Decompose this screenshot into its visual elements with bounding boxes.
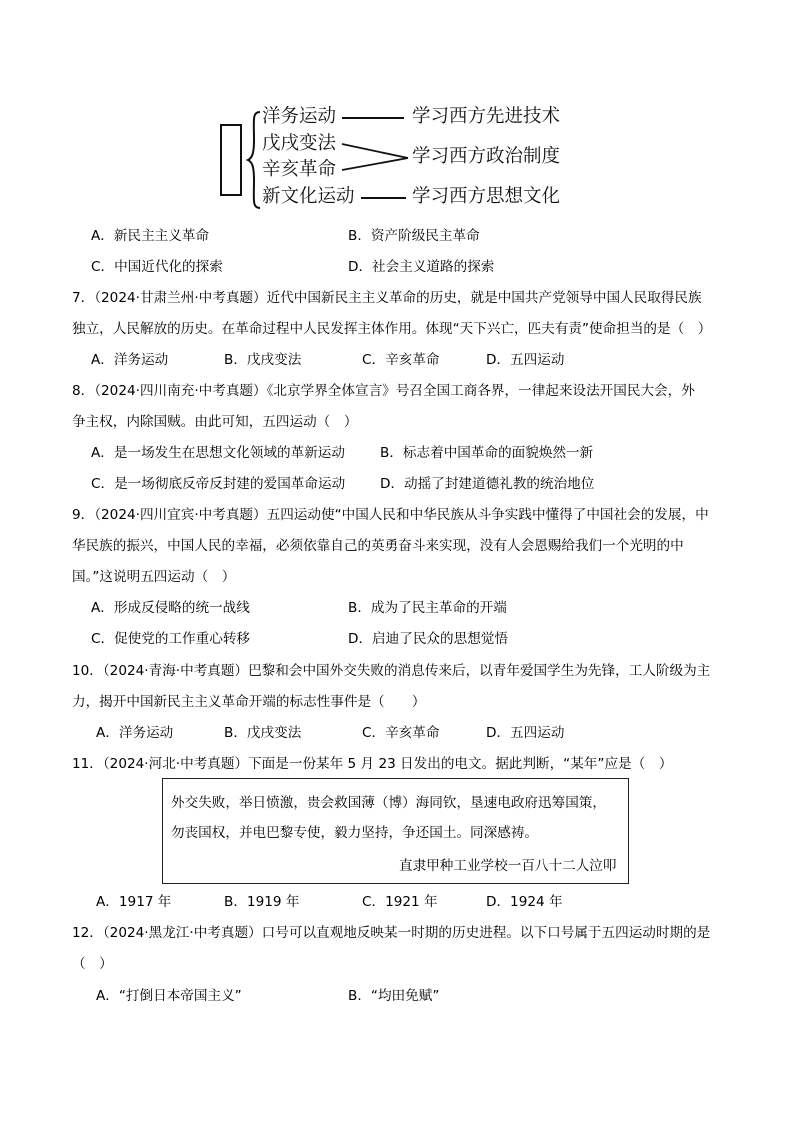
q8-option-d: D．动摇了封建道德礼教的统治地位: [380, 476, 595, 492]
q9-option-c: C．促使党的工作重心转移: [91, 631, 251, 647]
history-diagram: [218, 104, 588, 212]
q8-option-c: C．是一场彻底反帝反封建的爱国革命运动: [91, 476, 346, 492]
q9-stem-line2: 华民族的振兴，中国人民的幸福，必须依靠自己的英勇奋斗来实现，没有人会恩赐给我们一个光明的中: [72, 538, 684, 554]
diagram-result-culture: 学习西方思想文化: [412, 186, 561, 207]
diagram-item-yangwu: 洋务运动: [262, 106, 337, 127]
diagram-item-xinwenhua: 新文化运动: [262, 186, 355, 207]
q6-option-b: B．资产阶级民主革命: [348, 228, 480, 244]
telegram-line2: 勿丧国权，并电巴黎专使，毅力坚持，争还国土。同深感祷。: [171, 825, 539, 841]
q10-option-a: A．洋务运动: [96, 725, 174, 741]
q8-option-b: B．标志着中国革命的面貌焕然一新: [380, 445, 594, 461]
q10-stem-line1: 10．（2024·青海·中考真题）巴黎和会中国外交失败的消息传来后，以青年爱国学生为先锋，工人阶级为主: [72, 663, 711, 679]
q12-option-a: A．“打倒日本帝国主义”: [96, 988, 242, 1004]
diagram-item-wuxu: 戊戌变法: [262, 133, 337, 154]
q11-option-a: A．1917 年: [96, 894, 172, 910]
q11-option-c: C．1921 年: [362, 894, 438, 910]
q10-option-c: C．辛亥革命: [362, 725, 440, 741]
q9-option-b: B．成为了民主革命的开端: [348, 600, 507, 616]
q11-option-d: D．1924 年: [486, 894, 563, 910]
q12-option-b: B．“均田免赋”: [348, 988, 440, 1004]
q12-stem-line1: 12．（2024·黑龙江·中考真题）口号可以直观地反映某一时期的历史进程。以下口号属于五四运动时期的是: [72, 925, 711, 941]
q10-stem-line2: 力，揭开中国新民主主义革命开端的标志性事件是（ ）: [72, 694, 426, 710]
q9-option-a: A．形成反侵略的统一战线: [91, 600, 250, 616]
q7-stem-line1: 7．（2024·甘肃兰州·中考真题）近代中国新民主主义革命的历史，就是中国共产党领导中国人民取得民族: [72, 290, 702, 306]
q10-option-d: D．五四运动: [486, 725, 565, 741]
q12-stem-line2: （ ）: [72, 956, 113, 972]
q7-option-c: C．辛亥革命: [362, 352, 440, 368]
diagram-item-xinhai: 辛亥革命: [262, 159, 337, 180]
diagram-result-tech: 学习西方先进技术: [412, 106, 561, 127]
q6-option-a: A．新民主主义革命: [91, 228, 210, 244]
connector-line-3: [342, 158, 408, 170]
q6-option-c: C．中国近代化的探索: [91, 259, 223, 275]
telegram-quote-box: [162, 778, 629, 884]
q11-option-b: B．1919 年: [224, 894, 300, 910]
q7-stem-line2: 独立，人民解放的历史。在革命过程中人民发挥主体作用。体现“天下兴亡，匹夫有责”使命担当的是（ ）: [72, 321, 712, 337]
q8-option-a: A．是一场发生在思想文化领域的革新运动: [91, 445, 345, 461]
q9-stem-line3: 国。”这说明五四运动（ ）: [72, 569, 236, 585]
q9-stem-line1: 9．（2024·四川宜宾·中考真题）五四运动使“中国人民和中华民族从斗争实践中懂得了中国社会的发展，中: [72, 507, 709, 523]
q9-option-d: D．启迪了民众的思想觉悟: [348, 631, 508, 647]
q11-stem-line1: 11．（2024·河北·中考真题）下面是一份某年 5 月 23 日发出的电文。据此判断，“某年”应是（ ）: [72, 756, 673, 772]
connector-line-2: [342, 144, 408, 158]
diagram-result-politics: 学习西方政治制度: [412, 146, 561, 167]
q8-stem-line2: 争主权，内除国贼。由此可知，五四运动（ ）: [72, 414, 358, 430]
q8-stem-line1: 8．（2024·四川南充·中考真题）《北京学界全体宣言》号召全国工商各界，一律起来设法开国民大会，外: [72, 383, 695, 399]
q6-option-d: D．社会主义道路的探索: [348, 259, 495, 275]
q7-option-d: D．五四运动: [486, 352, 565, 368]
q10-option-b: B．戊戌变法: [224, 725, 302, 741]
q7-option-b: B．戊戌变法: [224, 352, 302, 368]
q7-option-a: A．洋务运动: [91, 352, 169, 368]
telegram-line1: 外交失败，举日愤激，贵会救国薄（博）海同钦，垦速电政府迅筹国策，: [171, 795, 606, 811]
telegram-signature: 直隶甲种工业学校一百八十二人泣叩: [399, 858, 617, 874]
